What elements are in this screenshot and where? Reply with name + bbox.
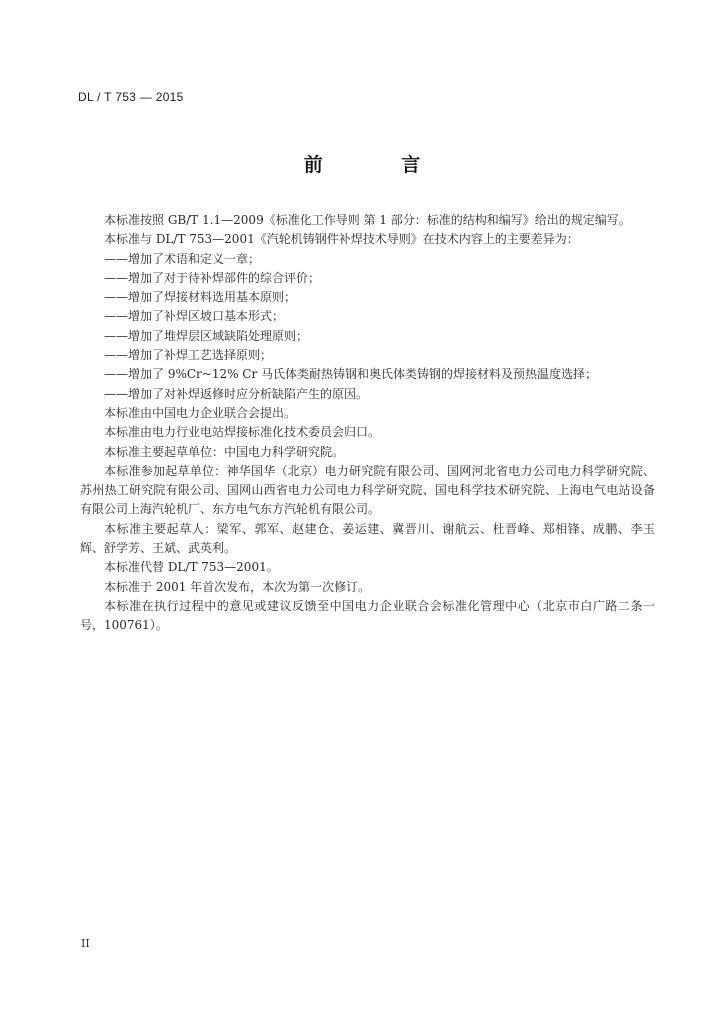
- paragraph-history: 本标准于 2001 年首次发布，本次为第一次修订。: [104, 579, 371, 594]
- paragraph-main-drafting-unit: 本标准主要起草单位：中国电力科学研究院。: [104, 444, 345, 459]
- paragraph-replaces: 本标准代替 DL/T 753—2001。: [104, 560, 279, 575]
- standard-code-header: DL / T 753 — 2015: [78, 90, 184, 104]
- difference-item: ——增加了 9%Cr~12% Cr 马氏体类耐热铸钢和奥氏体类铸钢的焊接材料及预热温度选择；: [104, 367, 598, 382]
- difference-item: ——增加了补焊区坡口基本形式；: [104, 309, 285, 324]
- difference-item: ——增加了补焊工艺选择原则；: [104, 348, 273, 363]
- paragraph-drafting-rules: 本标准按照 GB/T 1.1—2009《标准化工作导则 第 1 部分：标准的结构和编写》给出的规定编写。: [104, 213, 631, 227]
- difference-item: ——增加了对于待补焊部件的综合评价；: [104, 270, 321, 285]
- foreword-body: [80, 211, 655, 636]
- page-number: II: [81, 937, 90, 950]
- paragraph-proposer: 本标准由中国电力企业联合会提出。: [104, 405, 297, 420]
- paragraph-main-differences: 本标准与 DL/T 753—2001《汽轮机铸钢件补焊技术导则》在技术内容上的主要差异为：: [104, 232, 579, 247]
- page-title: 前 言: [303, 154, 457, 176]
- paragraph-technical-committee: 本标准由电力行业电站焊接标准化技术委员会归口。: [104, 425, 381, 440]
- difference-item: ——增加了焊接材料选用基本原则；: [104, 290, 297, 305]
- difference-item: ——增加了堆焊层区域缺陷处理原则；: [104, 328, 309, 343]
- difference-item: ——增加了对补焊返修时应分析缺陷产生的原因。: [104, 386, 369, 401]
- difference-item: ——增加了术语和定义一章；: [104, 251, 261, 266]
- paragraph-main-drafters: 本标准主要起草人：梁军、郭军、赵建仓、姜运建、冀晋川、谢航云、杜晋峰、郑相锋、成鹏、李玉辉、舒学芳、王斌、武英利。: [80, 521, 655, 556]
- paragraph-feedback: 本标准在执行过程中的意见或建议反馈至中国电力企业联合会标准化管理中心（北京市白广路二条一号，100761）。: [80, 598, 655, 633]
- paragraph-participating-units: 本标准参加起草单位：神华国华（北京）电力研究院有限公司、国网河北省电力公司电力科学研究院、苏州热工研究院有限公司、国网山西省电力公司电力科学研究院、国电科学技术研究院、上海电气电站设备有限公司上海汽轮机厂、东方电气东方汽轮机有限公司。: [80, 463, 655, 517]
